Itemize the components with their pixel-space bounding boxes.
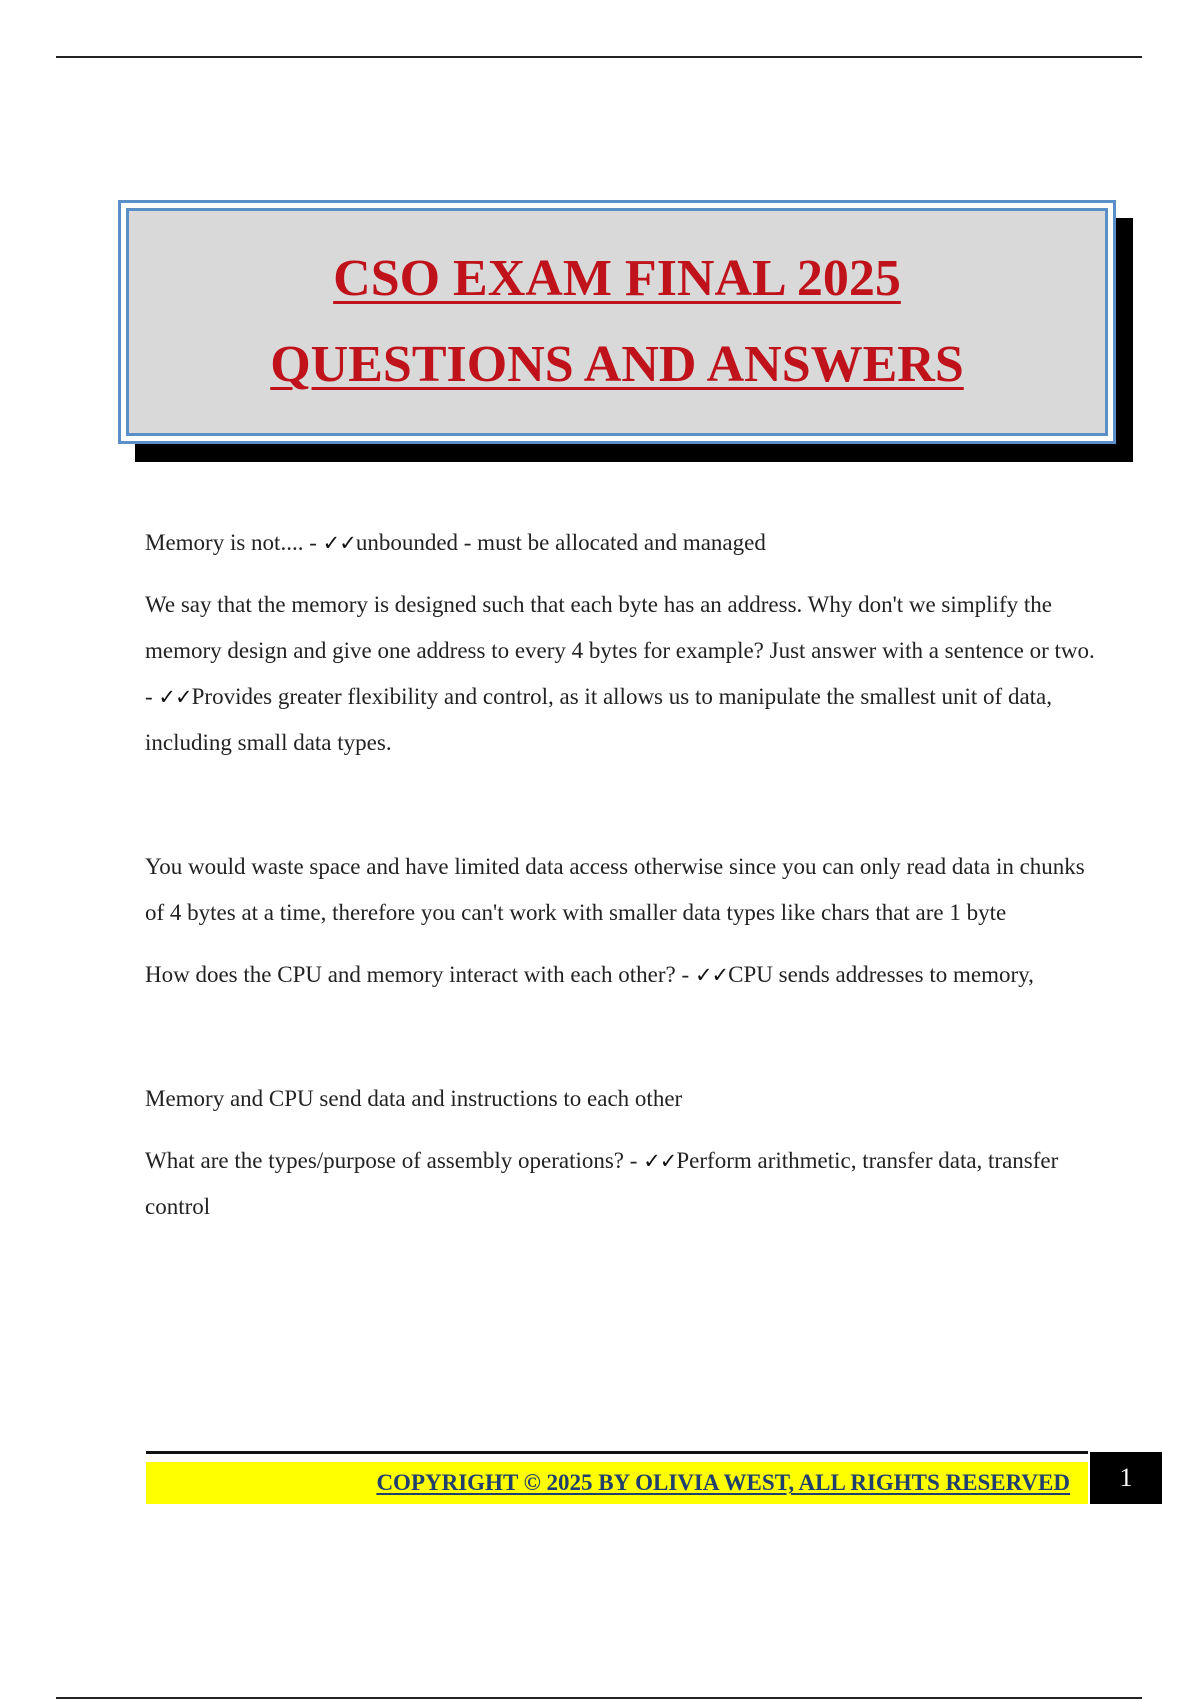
question-text: What are the types/purpose of assembly operations? - <box>145 1148 644 1173</box>
title-line-1: CSO EXAM FINAL 2025 <box>333 250 901 307</box>
title-line-2: QUESTIONS AND ANSWERS <box>270 336 964 393</box>
answer-continuation-1: You would waste space and have limited data access otherwise since you can only read data in chunks of 4 bytes at a time, therefore you can't work with smaller data types like chars that are 1 byte <box>145 854 1085 925</box>
document-body <box>145 520 1095 1246</box>
qa-item-3 <box>145 952 1095 998</box>
check-mark-icon: ✓✓ <box>694 963 729 987</box>
check-mark-icon: ✓✓ <box>158 685 192 709</box>
page-number-box <box>1090 1452 1162 1504</box>
copyright-notice: COPYRIGHT © 2025 BY OLIVIA WEST, ALL RIGHTS RESERVED <box>376 1470 1070 1495</box>
footer-rule <box>146 1451 1088 1454</box>
bottom-rule <box>56 1697 1142 1699</box>
question-text: How does the CPU and memory interact with each other? - <box>145 962 695 987</box>
answer-text: Provides greater flexibility and control, as it allows us to manipulate the smallest unit of data, including small data types. <box>145 684 1053 755</box>
answer-text: Perform arithmetic, transfer data, transfer control <box>145 1148 1059 1219</box>
check-mark-icon: ✓✓ <box>322 531 356 555</box>
footer-bar <box>146 1462 1088 1504</box>
question-text: We say that the memory is designed such that each byte has an address. Why don't we simplify the memory design and give one address to every 4 bytes for example? Just answer with a sentence or two. - <box>145 592 1095 709</box>
title-box <box>118 200 1116 444</box>
title-box-inner <box>126 208 1108 436</box>
answer-text: unbounded - must be allocated and managed <box>355 530 766 555</box>
page-number: 1 <box>1119 1463 1133 1492</box>
answer-text: CPU sends addresses to memory, <box>728 962 1034 987</box>
qa-item-2 <box>145 582 1095 766</box>
answer-continuation-2: Memory and CPU send data and instructions to each other <box>145 1086 683 1111</box>
header-rule <box>56 56 1142 58</box>
qa-item-4 <box>145 1138 1095 1230</box>
question-text: Memory is not.... - <box>145 530 323 555</box>
check-mark-icon: ✓✓ <box>643 1149 677 1173</box>
paragraph-gap <box>145 782 1095 844</box>
qa-item-1 <box>145 520 1095 566</box>
paragraph-gap <box>145 1014 1095 1076</box>
